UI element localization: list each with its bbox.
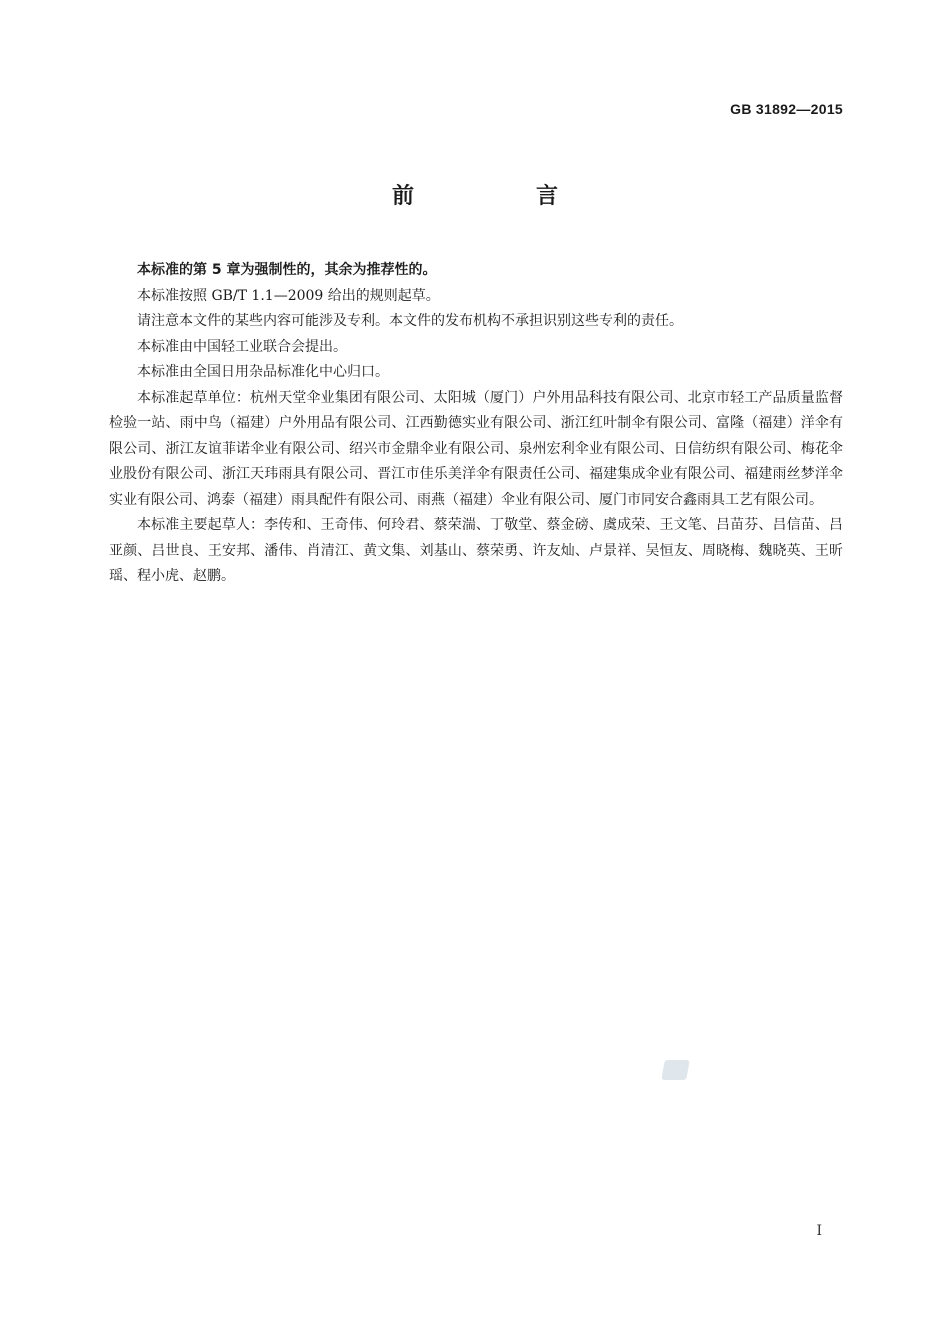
paragraph-patent-notice: 请注意本文件的某些内容可能涉及专利。本文件的发布机构不承担识别这些专利的责任。 [137, 313, 683, 329]
paragraph-mandatory-note: 本标准的第 5 章为强制性的，其余为推荐性的。 [137, 262, 437, 278]
standard-code: GB 31892—2015 [730, 101, 843, 117]
foreword-body [109, 258, 843, 590]
paragraph-drafting-units: 本标准起草单位：杭州天堂伞业集团有限公司、太阳城（厦门）户外用品科技有限公司、北京市轻工产品质量监督检验一站、雨中鸟（福建）户外用品有限公司、江西勤德实业有限公司、浙江红叶制伞有限公司、富隆（福建）洋伞有限公司、浙江友谊菲诺伞业有限公司、绍兴市金鼎伞业有限公司、泉州宏利伞业有限公司、日信纺织有限公司、梅花伞业股份有限公司、浙江天玮雨具有限公司、晋江市佳乐美洋伞有限责任公司、福建集成伞业有限公司、福建雨丝梦洋伞实业有限公司、鸿泰（福建）雨具配件有限公司、雨燕（福建）伞业有限公司、厦门市同安合鑫雨具工艺有限公司。 [109, 389, 843, 508]
sac-watermark-logo [661, 1060, 690, 1080]
paragraph-drafting-rules: 本标准按照 GB/T 1.1—2009 给出的规则起草。 [137, 287, 440, 304]
paragraph-main-drafters: 本标准主要起草人：李传和、王奇伟、何玲君、蔡荣湍、丁敬堂、蔡金磅、虞成荣、王文笔、吕苗芬、吕信苗、吕亚颜、吕世良、王安邦、潘伟、肖清江、黄文集、刘基山、蔡荣勇、许友灿、卢景祥、吴恒友、周晓梅、魏晓英、王昕瑶、程小虎、赵鹏。 [109, 517, 843, 584]
page-title: 前 言 [391, 184, 608, 209]
paragraph-centralized-by: 本标准由全国日用杂品标准化中心归口。 [137, 364, 389, 380]
paragraph-proposer: 本标准由中国轻工业联合会提出。 [137, 338, 347, 355]
page-number: I [816, 1223, 822, 1239]
